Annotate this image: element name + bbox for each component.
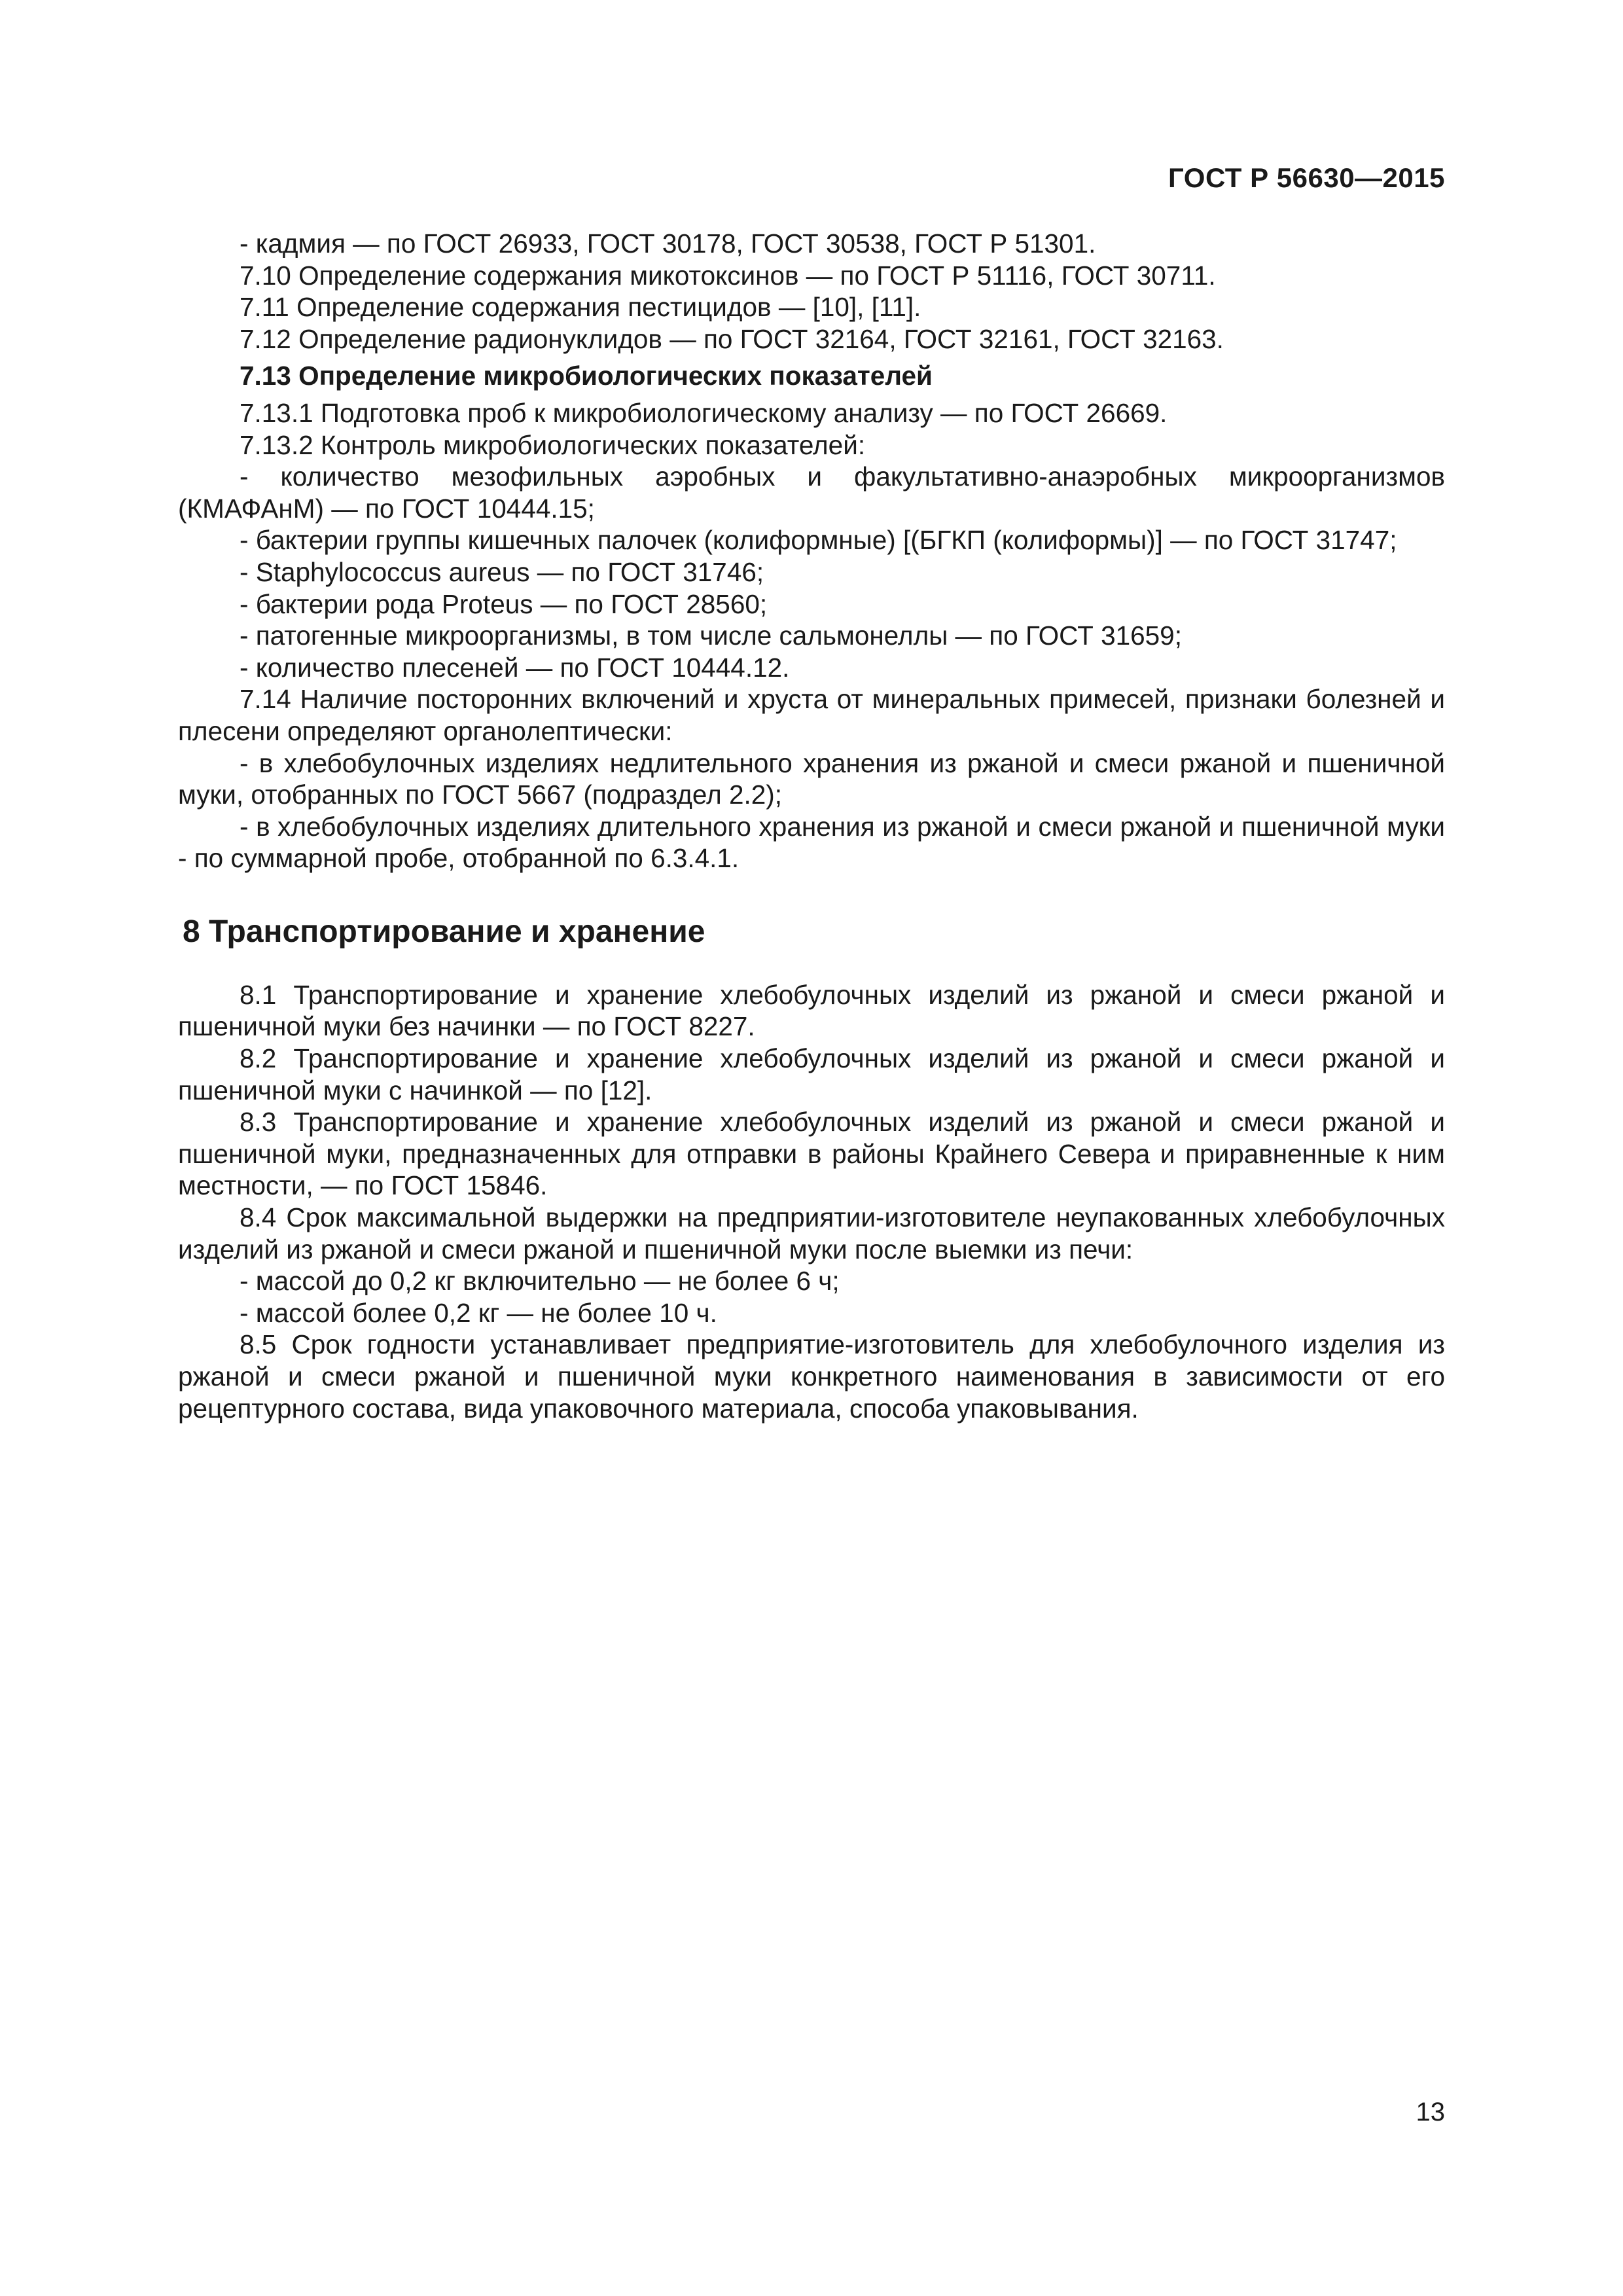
paragraph-8-1: 8.1 Транспортирование и хранение хлебобулочных изделий из ржаной и смеси ржаной и пшеничной муки без начинки — по ГОСТ 8227. (178, 979, 1445, 1042)
paragraph-7-13-2: 7.13.2 Контроль микробиологических показателей: (240, 429, 866, 460)
paragraph-8-4: 8.4 Срок максимальной выдержки на предприятии-изготовителе неупакованных хлебобулочных изделий из ржаной и смеси ржаной и пшеничной муки после выемки из печи: (178, 1202, 1445, 1265)
list-item-kmafanm: - количество мезофильных аэробных и факультативно-анаэробных микроорганизмов (КМАФАнМ) — по ГОСТ 10444.15; (178, 461, 1445, 524)
list-item-long-storage: - в хлебобулочных изделиях длительного хранения из ржаной и смеси ржаной и пшеничной муки - по суммарной пробе, отобранной по 6.3.4.1. (178, 811, 1445, 874)
paragraph-7-13-1: 7.13.1 Подготовка проб к микробиологическому анализу — по ГОСТ 26669. (240, 397, 1168, 428)
list-item-mass-over: - массой более 0,2 кг — не более 10 ч. (240, 1297, 717, 1328)
list-item-staphylococcus: - Staphylococcus aureus — по ГОСТ 31746; (240, 556, 764, 587)
heading-7-13: 7.13 Определение микробиологических показателей (240, 361, 933, 391)
list-item-mass-up-to: - массой до 0,2 кг включительно — не более 6 ч; (240, 1266, 840, 1297)
list-item-pathogens: - патогенные микроорганизмы, в том числе сальмонеллы — по ГОСТ 31659; (240, 620, 1182, 651)
list-item-short-storage: - в хлебобулочных изделиях недлительного хранения из ржаной и смеси ржаной и пшеничной муки, отобранных по ГОСТ 5667 (подраздел 2.2); (178, 747, 1445, 810)
document-id-header: ГОСТ Р 56630—2015 (1168, 162, 1445, 193)
list-item-proteus: - бактерии рода Proteus — по ГОСТ 28560; (240, 588, 768, 619)
paragraph-7-14: 7.14 Наличие посторонних включений и хруста от минеральных примесей, признаки болезней и плесени определяют органолептически: (178, 684, 1445, 746)
paragraph-8-2: 8.2 Транспортирование и хранение хлебобулочных изделий из ржаной и смеси ржаной и пшеничной муки с начинкой — по [12]. (178, 1043, 1445, 1105)
paragraph-7-11: 7.11 Определение содержания пестицидов — [10], [11]. (240, 292, 921, 323)
list-item-bgkp: - бактерии группы кишечных палочек (колиформные) [(БГКП (колиформы)] — по ГОСТ 31747; (240, 525, 1397, 556)
paragraph-7-12: 7.12 Определение радионуклидов — по ГОСТ 32164, ГОСТ 32161, ГОСТ 32163. (240, 323, 1224, 354)
paragraph-8-3: 8.3 Транспортирование и хранение хлебобулочных изделий из ржаной и смеси ржаной и пшеничной муки, предназначенных для отправки в районы Крайнего Севера и приравненные к ним местности, — по ГОСТ 15846. (178, 1107, 1445, 1201)
document-body (178, 228, 1445, 1424)
section-8-heading: 8 Транспортирование и хранение (183, 914, 705, 949)
paragraph-cadmium: - кадмия — по ГОСТ 26933, ГОСТ 30178, ГОСТ 30538, ГОСТ Р 51301. (240, 228, 1096, 259)
page-number: 13 (1416, 2098, 1445, 2126)
paragraph-7-10: 7.10 Определение содержания микотоксинов — по ГОСТ Р 51116, ГОСТ 30711. (240, 260, 1216, 291)
paragraph-8-5: 8.5 Срок годности устанавливает предприятие-изготовитель для хлебобулочного изделия из ржаной и смеси ржаной и пшеничной муки конкретного наименования в зависимости от его рецептурного состава, вида упаковочного материала, способа упаковывания. (178, 1329, 1445, 1424)
list-item-mold: - количество плесеней — по ГОСТ 10444.12. (240, 652, 790, 683)
